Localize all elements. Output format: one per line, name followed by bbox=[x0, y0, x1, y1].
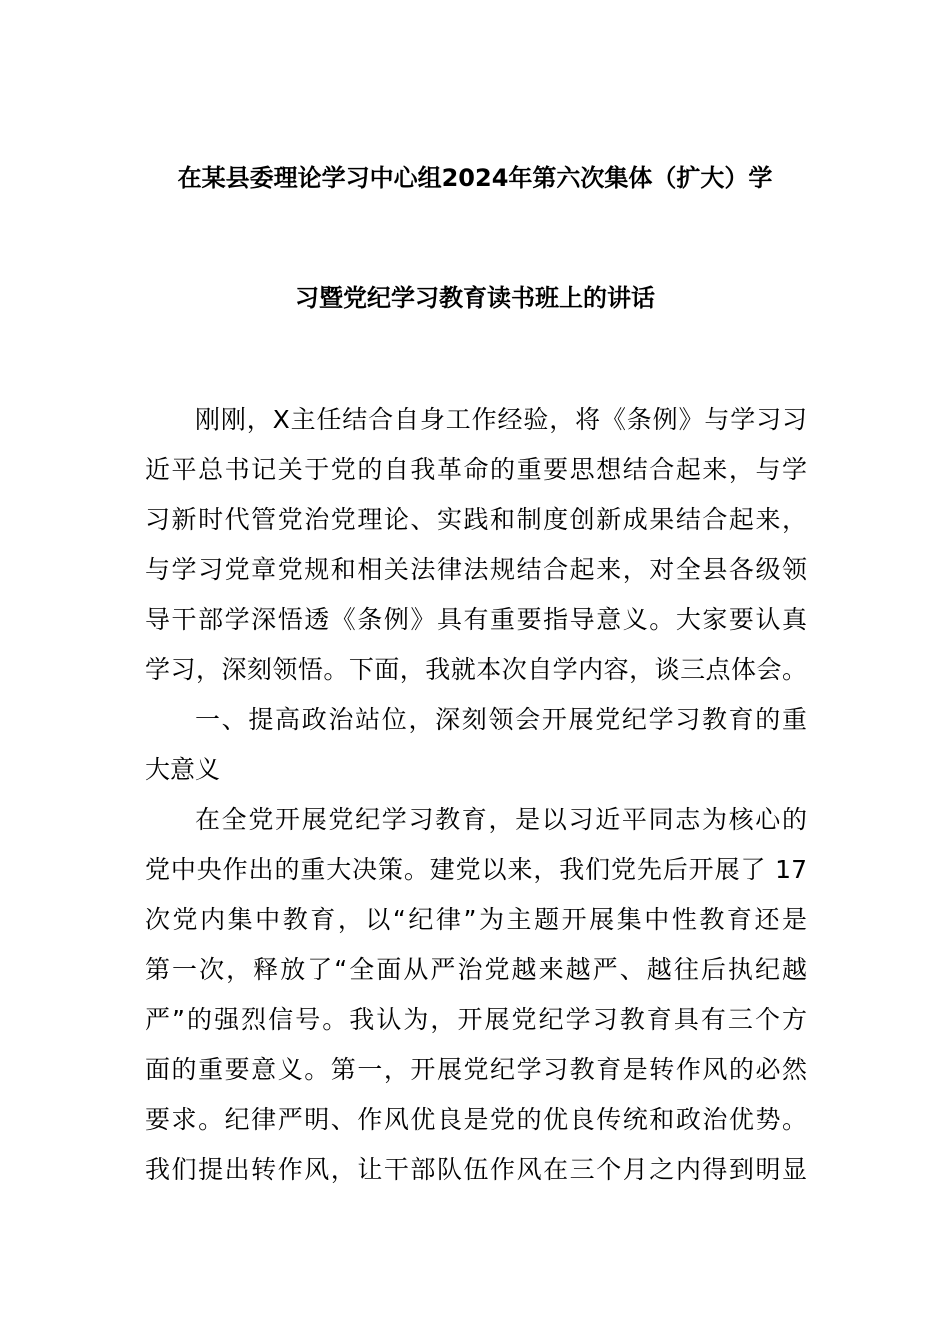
body-text-line: 习新时代管党治党理论、实践和制度创新成果结合起来， bbox=[145, 505, 807, 534]
body-text-line: 大意义 bbox=[145, 755, 221, 784]
document-title-line-1: 在某县委理论学习中心组2024年第六次集体（扩大）学 bbox=[177, 164, 773, 192]
body-text-line: 面的重要意义。第一，开展党纪学习教育是转作风的必然 bbox=[145, 1055, 807, 1084]
body-text-line: 刚刚，X主任结合自身工作经验，将《条例》与学习习 bbox=[195, 405, 807, 434]
body-text-line: 导干部学深悟透《条例》具有重要指导意义。大家要认真 bbox=[145, 605, 807, 634]
body-text-line: 与学习党章党规和相关法律法规结合起来，对全县各级领 bbox=[145, 555, 807, 584]
body-text-line: 近平总书记关于党的自我革命的重要思想结合起来，与学 bbox=[145, 455, 807, 484]
body-text-line: 要求。纪律严明、作风优良是党的优良传统和政治优势。 bbox=[145, 1105, 807, 1134]
body-text-line: 严”的强烈信号。我认为，开展党纪学习教育具有三个方 bbox=[145, 1005, 807, 1034]
document-body bbox=[145, 402, 807, 1202]
body-text-line: 在全党开展党纪学习教育，是以习近平同志为核心的 bbox=[195, 805, 807, 834]
body-text-line: 次党内集中教育，以“纪律”为主题开展集中性教育还是 bbox=[145, 905, 807, 934]
document-title-line-2: 习暨党纪学习教育读书班上的讲话 bbox=[295, 284, 655, 312]
body-text-line: 第一次，释放了“全面从严治党越来越严、越往后执纪越 bbox=[145, 955, 807, 984]
body-text-line: 学习，深刻领悟。下面，我就本次自学内容，谈三点体会。 bbox=[145, 655, 807, 684]
body-text-line: 我们提出转作风，让干部队伍作风在三个月之内得到明显 bbox=[145, 1155, 807, 1184]
body-text-line: 一、提高政治站位，深刻领会开展党纪学习教育的重 bbox=[195, 705, 807, 734]
body-text-line: 党中央作出的重大决策。建党以来，我们党先后开展了 17 bbox=[145, 855, 807, 884]
